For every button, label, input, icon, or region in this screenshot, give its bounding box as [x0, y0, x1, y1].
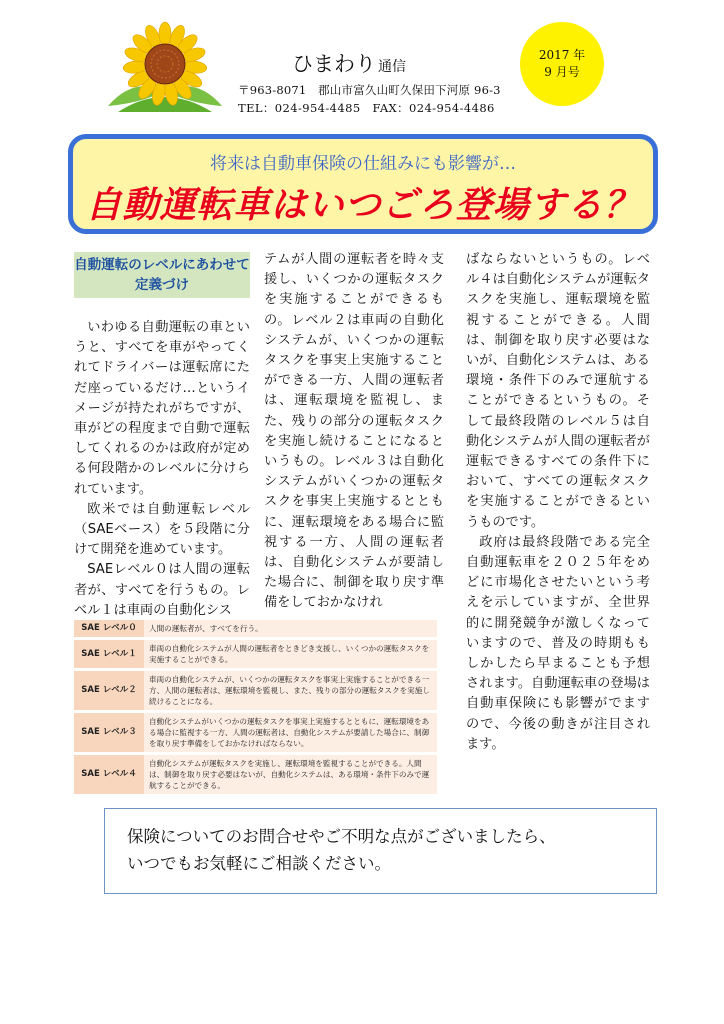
article-column-3 [466, 250, 650, 755]
section-heading [74, 252, 250, 298]
newsletter-title-text: ひまわり [292, 52, 376, 76]
issue-month: 9 月号 [544, 65, 580, 79]
postal-address: 〒963-8071 郡山市富久山町久保田下河原 96-3 [238, 83, 501, 97]
inquiry-box [104, 808, 657, 894]
sae-level-description: 車両の自動化システムが、いくつかの運転タスクを事実上実施することができる一方、人間の運転者は、運転環境を監視し、また、残りの部分の運転タスクを実施し続けることになる。 [144, 671, 437, 710]
article-column-2 [264, 250, 444, 614]
table-row [74, 620, 437, 637]
newsletter-title [292, 48, 406, 78]
sae-level-label: SAE レベル１ [74, 640, 144, 668]
sae-level-label: SAE レベル４ [74, 755, 144, 794]
paragraph: SAEレベル０は人間の運転者が、すべてを行うもの。レベル１は車両の自動化シス [74, 562, 250, 618]
table-row [74, 713, 437, 752]
paragraph: 欧米では自動運転レベル（SAEベース）を５段階に分けて開発を進めています。 [74, 501, 250, 558]
article-column-1 [74, 318, 250, 621]
issue-badge [520, 22, 604, 106]
sunflower-logo-icon [104, 20, 226, 118]
sae-level-description: 自動化システムがいくつかの運転タスクを事実上実施するとともに、運転環境をある場合に監視する一方、人間の運転者は、自動化システムが要請した場合に、制御を取り戻す準備をしておかなければならない。 [144, 713, 437, 752]
issue-year: 2017 年 [538, 48, 586, 62]
sae-level-label: SAE レベル０ [74, 620, 144, 637]
newsletter-title-suffix: 通信 [378, 59, 406, 75]
sae-level-description: 人間の運転者が、すべてを行う。 [144, 620, 437, 637]
sae-level-description: 車両の自動化システムが人間の運転者をときどき支援し、いくつかの運転タスクを実施することができる。 [144, 640, 437, 668]
headline-title: 自動運転車はいつごろ登場する？ [85, 185, 641, 226]
paragraph: ばならないというもの。レベル４は自動化システムが運転タスクを実施し、運転環境を監視することができる。人間は、制御を取り戻す必要はないが、自動化システムは、ある環境・条件下のみで運航することができるというもの。そして最終段階のレベル５は自動化システムが人間の運転者が運転できるすべての条件下において、すべての運転タスクを実施することができるというものです。 [466, 252, 650, 530]
paragraph: いわゆる自動運転の車というと、すべてを車がやってくれてドライバーは運転席にただ座っているだけ…というイメージが持たれがちですが、車がどの程度まで自動で運転してくれるのかは政府が定める何段階かのレベルに分けられています。 [74, 320, 250, 497]
sae-levels-table [74, 617, 437, 797]
inquiry-line-2: いつでもお気軽にご相談ください。 [127, 854, 391, 873]
sae-level-label: SAE レベル２ [74, 671, 144, 710]
sae-level-description: 自動化システムが運転タスクを実施し、運転環境を監視することができる。人間は、制御を取り戻す必要はないが、自動化システムは、ある環境・条件下のみで運航することができる。 [144, 755, 437, 794]
headline-subtitle: 将来は自動車保険の仕組みにも影響が… [210, 154, 516, 174]
table-row [74, 755, 437, 794]
inquiry-line-1: 保険についてのお問合せやご不明な点がございましたら、 [127, 827, 556, 846]
paragraph: テムが人間の運転者を時々支援し、いくつかの運転タスクを実施することができるもの。レベル２は車両の自動化システムが、いくつかの運転タスクを事実上実施することができる一方、人間の運転者は、運転環境を監視し、また、残りの部分の運転タスクを実施し続けることになるというもの。レベル３は自動化システムがいくつかの運転タスクを事実上実施するとともに、運転環境をある場合に監視する一方、人間の運転者は、自動化システムが要請した場合に、制御を取り戻す準備をしておかなけれ [264, 252, 444, 611]
inquiry-text [127, 823, 646, 877]
contact-numbers: TEL：024-954-4485 FAX：024-954-4486 [238, 101, 495, 115]
paragraph: 政府は最終段階である完全自動運転車を２０２５年をめどに市場化させたいという考えを示していますが、全世界的に開発競争が激しくなっていますので、普及の時期ももしかしたら早まることも予想されます。自動運転車の登場は自動車保険にも影響がでますので、今後の動きが注目されます。 [466, 534, 650, 752]
section-heading-text: 自動運転のレベルにあわせて定義づけ [74, 257, 250, 293]
headline-banner [68, 134, 658, 234]
table-row [74, 640, 437, 668]
table-row [74, 671, 437, 710]
sae-level-label: SAE レベル３ [74, 713, 144, 752]
